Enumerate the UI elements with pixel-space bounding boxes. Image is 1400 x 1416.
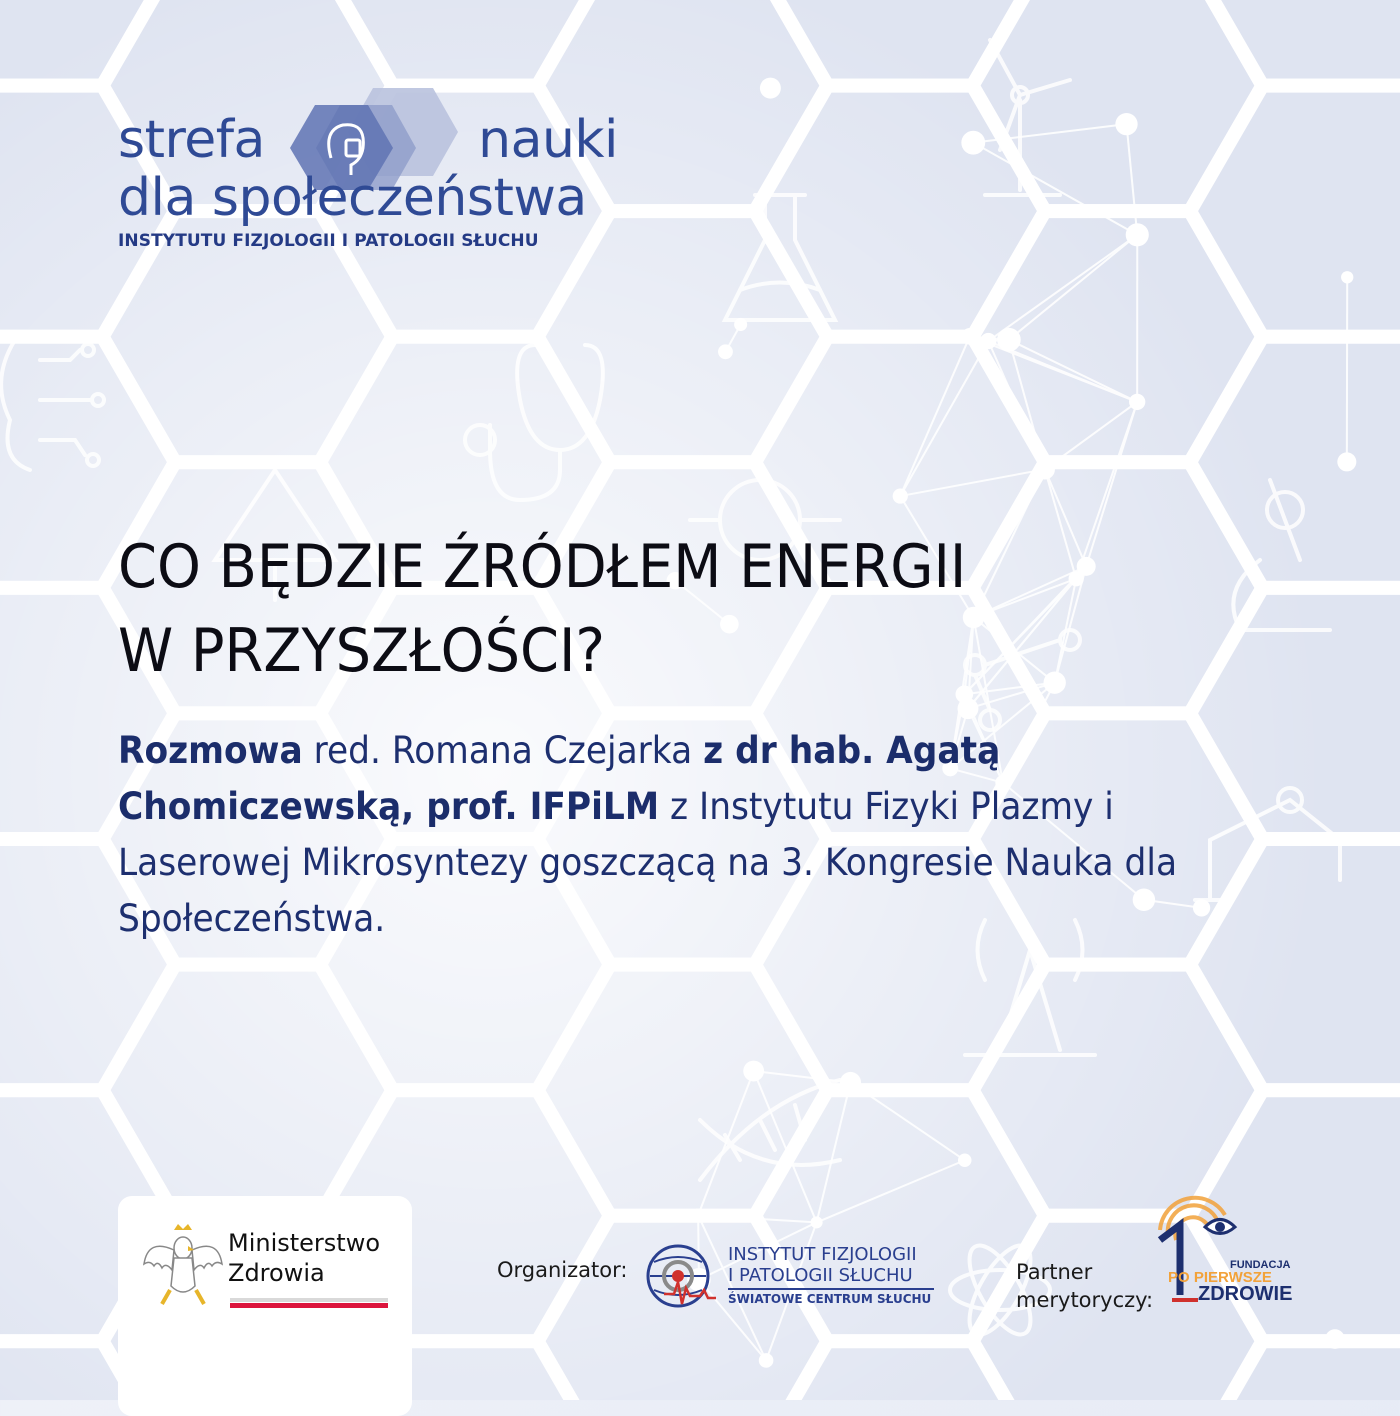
logo-word-strefa: strefa — [118, 110, 265, 170]
network-node — [1341, 271, 1353, 283]
partner-word-2: PO PIERWSZE — [1168, 1269, 1272, 1286]
partner-label — [1016, 1258, 1153, 1314]
fundacja-po-pierwsze-zdrowie-logo — [1150, 1190, 1300, 1310]
network-node — [691, 1208, 705, 1222]
partner-label-line-2: merytoryczy: — [1016, 1286, 1153, 1314]
network-node — [1325, 1329, 1345, 1349]
page-title — [118, 525, 1188, 693]
organizer-divider — [728, 1288, 934, 1290]
ifps-globe-icon — [644, 1242, 720, 1310]
network-node — [743, 1061, 764, 1082]
network-node — [718, 344, 733, 359]
flag-stripe-white — [230, 1298, 388, 1302]
ministry-name-line-2: Zdrowia — [228, 1258, 380, 1288]
organizer-tagline: ŚWIATOWE CENTRUM SŁUCHU — [728, 1292, 931, 1306]
logo-line-dla-spoleczenstwa: dla społeczeństwa — [118, 168, 587, 228]
network-node — [1129, 394, 1145, 410]
organizer-label: Organizator: — [497, 1258, 627, 1282]
network-node — [893, 488, 908, 503]
partner-word-3: ZDROWIE — [1198, 1283, 1292, 1305]
description-text-2: z Instytutu Fizyki Plazmy i Laserowej Mikrosyntezy goszczącą na 3. Kongresie Nauka dla Społeczeństwa. — [118, 785, 1177, 940]
logo-word-nauki: nauki — [478, 110, 618, 170]
description-bold-rozmowa: Rozmowa — [118, 729, 303, 772]
ministry-name — [228, 1228, 380, 1288]
network-node — [760, 78, 781, 99]
partner-label-line-1: Partner — [1016, 1258, 1153, 1286]
description-text-1: red. Romana Czejarka — [303, 729, 703, 772]
network-node — [840, 1072, 861, 1093]
network-node — [961, 131, 985, 155]
network-node — [997, 328, 1021, 352]
title-line-2: W PRZYSZŁOŚCI? — [118, 609, 1188, 693]
ministry-of-health-logo — [118, 1196, 412, 1416]
description — [118, 723, 1215, 947]
flag-stripe-red — [230, 1303, 388, 1308]
organizer-name-line-1: INSTYTUT FIZJOLOGII — [728, 1244, 917, 1265]
organizer-logo — [644, 1240, 944, 1312]
network-node — [811, 1216, 823, 1228]
network-node — [961, 328, 978, 345]
network-node — [1115, 113, 1137, 135]
network-node — [980, 333, 996, 349]
network-node — [759, 1353, 774, 1368]
partner-word-1: FUNDACJA — [1230, 1259, 1291, 1271]
network-node — [1126, 223, 1149, 246]
organizer-name-line-2: I PATOLOGII SŁUCHU — [728, 1265, 913, 1286]
description-bold-guest: z dr hab. Agatą Chomiczewską, prof. IFPiLM — [118, 729, 1000, 828]
polish-eagle-icon — [140, 1220, 226, 1312]
network-node — [1035, 459, 1055, 479]
network-node — [958, 1154, 972, 1168]
strefa-nauki-logo — [118, 80, 618, 255]
network-node — [1337, 452, 1356, 471]
logo-subtitle: INSTYTUTU FIZJOLOGII I PATOLOGII SŁUCHU — [118, 231, 539, 251]
title-line-1: CO BĘDZIE ŹRÓDŁEM ENERGII — [118, 525, 1188, 609]
ministry-name-line-1: Ministerstwo — [228, 1228, 380, 1258]
